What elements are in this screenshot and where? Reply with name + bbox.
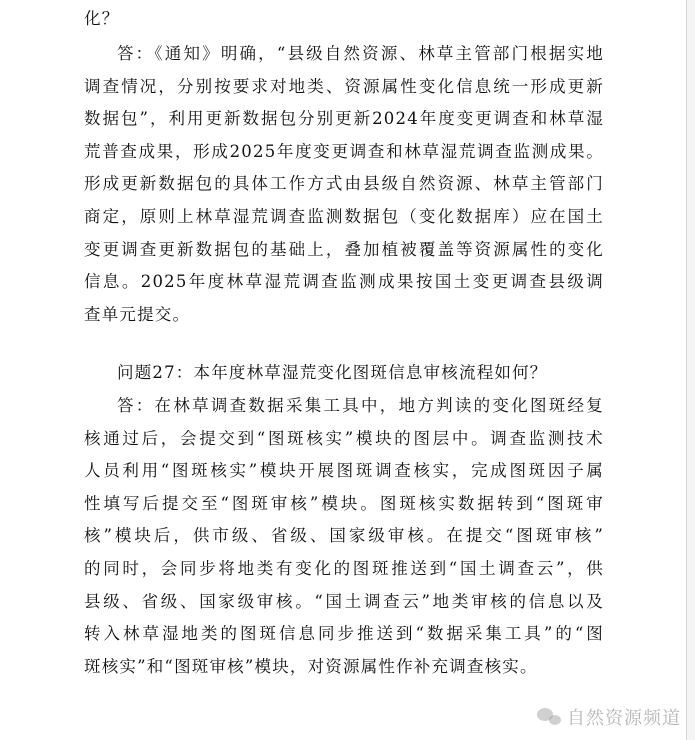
wechat-icon — [537, 706, 561, 728]
text-line: 荒普查成果，形成2025年度变更调查和林草湿荒调查监测成果。 — [84, 141, 604, 161]
text-line: 县级、省级、国家级审核。“国土调查云”地类审核的信息以及 — [84, 591, 604, 611]
text-line: 核”模块后，供市级、省级、国家级审核。在提交“图斑审核” — [84, 526, 604, 546]
watermark-text: 自然资源频道 — [567, 708, 681, 729]
text-line: 答：在林草调查数据采集工具中，地方判读的变化图斑经复 — [117, 395, 604, 415]
text-line: 商定，原则上林草湿荒调查监测数据包（变化数据库）应在国土 — [84, 206, 604, 226]
text-line: 核通过后，会提交到“图斑核实”模块的图层中。调查监测技术 — [84, 428, 604, 448]
text-line: 斑核实”和“图斑审核”模块，对资源属性作补充调查核实。 — [84, 656, 538, 676]
text-line: 数据包”，利用更新数据包分别更新2024年度变更调查和林草湿 — [84, 109, 604, 129]
text-line: 信息。2025年度林草湿荒调查监测成果按国土变更调查县级调 — [84, 272, 604, 292]
question-heading: 问题27：本年度林草湿荒变化图斑信息审核流程如何？ — [117, 363, 548, 383]
document-body — [84, 0, 604, 683]
paragraph-gap — [84, 331, 604, 357]
text-line: 性填写后提交至“图斑审核”模块。图斑核实数据转到“图斑审 — [84, 493, 604, 513]
text-line: 形成更新数据包的具体工作方式由县级自然资源、林草主管部门 — [84, 174, 604, 194]
text-line: 答：《通知》明确，“县级自然资源、林草主管部门根据实地 — [117, 44, 604, 63]
text-line: 化？ — [84, 9, 120, 28]
text-line: 变更调查更新数据包的基础上，叠加植被覆盖等资源属性的变化 — [84, 239, 604, 259]
text-line: 调查情况，分别按要求对地类、资源属性变化信息统一形成更新 — [84, 76, 604, 96]
text-line: 转入林草湿地类的图斑信息同步推送到“数据采集工具”的“图 — [84, 624, 604, 644]
watermark — [537, 704, 681, 730]
text-line: 查单元提交。 — [84, 304, 191, 324]
text-line: 人员利用“图斑核实”模块开展图斑调查核实，完成图斑因子属 — [84, 461, 604, 481]
text-line: 的同时，会同步将地类有变化的图斑推送到“国土调查云”，供 — [84, 558, 604, 578]
